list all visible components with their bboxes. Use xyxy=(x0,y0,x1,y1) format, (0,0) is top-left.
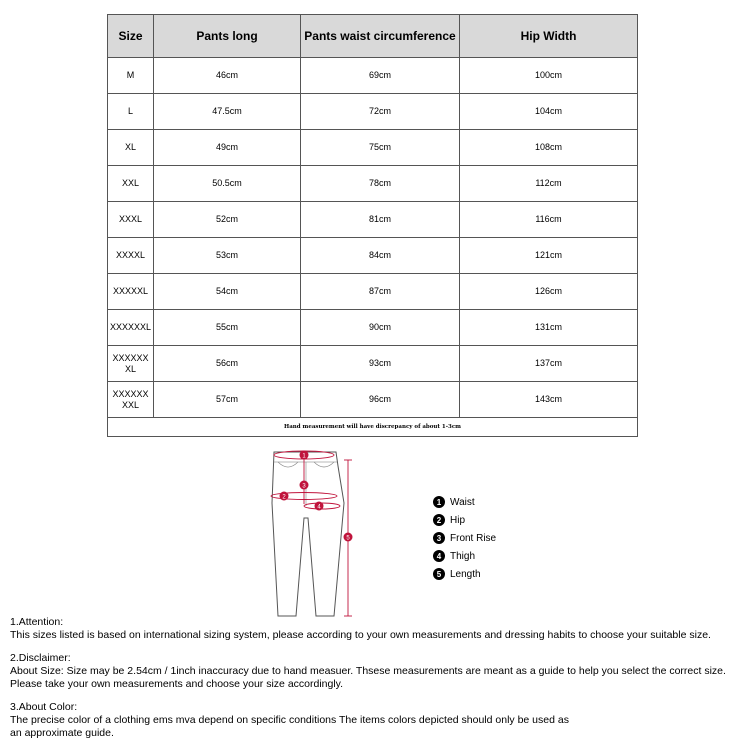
legend-item xyxy=(433,493,496,511)
waist-cell: 90cm xyxy=(301,310,460,346)
legend-item xyxy=(433,529,496,547)
color-title: 3.About Color: xyxy=(10,701,78,713)
color-line-1: The precise color of a clothing ems mva depend on specific conditions The items colors depicted should only be used as xyxy=(10,714,569,726)
marker-2-icon xyxy=(280,492,289,501)
size-cell: XXXXXXL xyxy=(108,310,154,346)
legend-item xyxy=(433,565,496,583)
length-cell: 54cm xyxy=(154,274,301,310)
table-row xyxy=(108,346,638,382)
color-note xyxy=(10,701,750,740)
legend-label: Thigh xyxy=(450,550,476,562)
pants-outline xyxy=(272,452,344,616)
disclaimer-title: 2.Disclaimer: xyxy=(10,652,71,664)
header-pants-long: Pants long xyxy=(154,15,301,58)
legend-item xyxy=(433,511,496,529)
hip-cell: 131cm xyxy=(460,310,638,346)
length-cell: 47.5cm xyxy=(154,94,301,130)
color-line-2: an approximate guide. xyxy=(10,727,114,739)
length-cell: 52cm xyxy=(154,202,301,238)
header-hip: Hip Width xyxy=(460,15,638,58)
table-row xyxy=(108,310,638,346)
legend-label: Front Rise xyxy=(450,532,497,544)
size-cell: XXXL xyxy=(108,202,154,238)
waist-cell: 78cm xyxy=(301,166,460,202)
svg-text:3: 3 xyxy=(302,483,306,490)
length-cell: 57cm xyxy=(154,382,301,418)
svg-text:4: 4 xyxy=(317,504,321,511)
measurement-note: Hand measurement will have discrepancy of about 1-3cm xyxy=(108,418,638,437)
legend-number-icon: 2 xyxy=(433,514,445,526)
table-row xyxy=(108,202,638,238)
table-row xyxy=(108,58,638,94)
svg-text:2: 2 xyxy=(282,494,286,501)
hip-cell: 108cm xyxy=(460,130,638,166)
waist-cell: 93cm xyxy=(301,346,460,382)
hip-cell: 121cm xyxy=(460,238,638,274)
marker-3-icon xyxy=(300,481,309,490)
hip-cell: 112cm xyxy=(460,166,638,202)
length-cell: 46cm xyxy=(154,58,301,94)
length-cell: 53cm xyxy=(154,238,301,274)
marker-5-icon xyxy=(344,533,353,542)
table-row xyxy=(108,274,638,310)
size-cell: XXXXXX XL xyxy=(108,346,154,382)
attention-note xyxy=(10,616,750,642)
size-chart-table xyxy=(107,14,638,437)
hip-cell: 126cm xyxy=(460,274,638,310)
table-header-row xyxy=(108,15,638,58)
attention-text: This sizes listed is based on international sizing system, please according to your own measurements and dressing habits to choose your suitable size. xyxy=(10,629,711,641)
waist-cell: 87cm xyxy=(301,274,460,310)
size-cell: XXXXXX XXL xyxy=(108,382,154,418)
length-cell: 56cm xyxy=(154,346,301,382)
table-row xyxy=(108,94,638,130)
waist-cell: 69cm xyxy=(301,58,460,94)
svg-text:5: 5 xyxy=(346,535,350,542)
size-cell: XXXXXL xyxy=(108,274,154,310)
size-cell: M xyxy=(108,58,154,94)
svg-text:1: 1 xyxy=(302,453,306,460)
waist-cell: 84cm xyxy=(301,238,460,274)
legend-number-icon: 5 xyxy=(433,568,445,580)
table-row xyxy=(108,238,638,274)
waist-cell: 72cm xyxy=(301,94,460,130)
hip-cell: 100cm xyxy=(460,58,638,94)
size-cell: L xyxy=(108,94,154,130)
waist-cell: 75cm xyxy=(301,130,460,166)
legend-item xyxy=(433,547,496,565)
length-cell: 50.5cm xyxy=(154,166,301,202)
hip-cell: 137cm xyxy=(460,346,638,382)
attention-title: 1.Attention: xyxy=(10,616,64,628)
table-row xyxy=(108,130,638,166)
measurement-legend xyxy=(433,493,496,583)
legend-number-icon: 3 xyxy=(433,532,445,544)
length-cell: 49cm xyxy=(154,130,301,166)
table-row xyxy=(108,166,638,202)
marker-4-icon xyxy=(315,502,324,511)
disclaimer-line-2: Please take your own measurements and choose your size accordingly. xyxy=(10,678,344,690)
legend-label: Length xyxy=(450,568,481,580)
marker-1-icon xyxy=(300,451,309,460)
notes-section xyxy=(10,616,750,750)
legend-label: Hip xyxy=(450,514,466,526)
size-cell: XXXXL xyxy=(108,238,154,274)
disclaimer-note xyxy=(10,652,750,691)
header-waist: Pants waist circumference xyxy=(301,15,460,58)
table-row xyxy=(108,382,638,418)
disclaimer-line-1: About Size: Size may be 2.54cm / 1inch inaccuracy due to hand measuer. Thsese measurements are meant as a guide to help you select the correct size. xyxy=(10,665,726,677)
size-cell: XXL xyxy=(108,166,154,202)
hip-cell: 143cm xyxy=(460,382,638,418)
waist-cell: 81cm xyxy=(301,202,460,238)
legend-number-icon: 4 xyxy=(433,550,445,562)
hip-cell: 116cm xyxy=(460,202,638,238)
waist-cell: 96cm xyxy=(301,382,460,418)
table-note-row xyxy=(108,418,638,437)
hip-cell: 104cm xyxy=(460,94,638,130)
legend-number-icon: 1 xyxy=(433,496,445,508)
legend-label: Waist xyxy=(450,496,475,508)
length-cell: 55cm xyxy=(154,310,301,346)
size-cell: XL xyxy=(108,130,154,166)
header-size: Size xyxy=(108,15,154,58)
pants-diagram xyxy=(264,448,364,620)
